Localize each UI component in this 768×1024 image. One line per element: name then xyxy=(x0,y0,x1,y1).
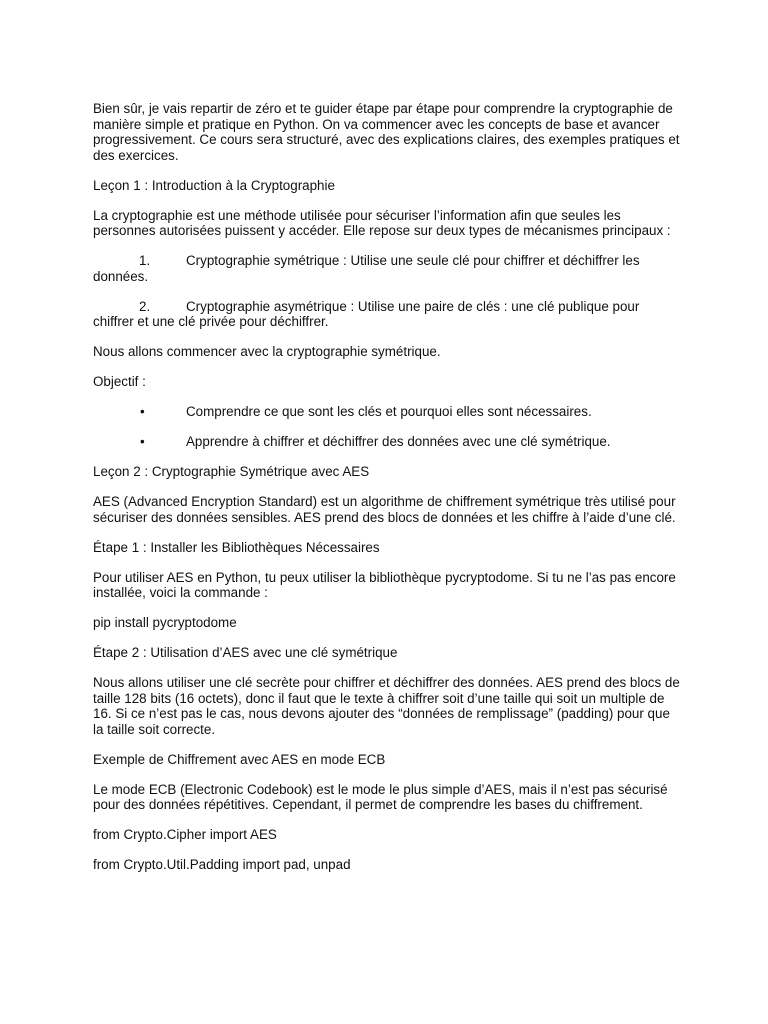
numbered-list-item xyxy=(93,253,683,284)
numbered-list-item xyxy=(93,299,683,330)
list-item-text: Cryptographie asymétrique : Utilise une paire de clés : une clé publique pour xyxy=(186,298,640,314)
list-number: 1. xyxy=(139,253,151,268)
lesson1-heading: Leçon 1 : Introduction à la Cryptographie xyxy=(93,177,335,193)
lesson2-paragraph: AES (Advanced Encryption Standard) est un algorithme de chiffrement symétrique très utilisé pour sécuriser des données sensibles. AES prend des blocs de données et les chiffre à l’aide d’une clé. xyxy=(93,494,676,525)
list-item-continuation: données. xyxy=(93,268,149,284)
install-command: pip install pycryptodome xyxy=(93,615,237,630)
step2-heading: Étape 2 : Utilisation d’AES avec une clé symétrique xyxy=(93,645,398,660)
bullet-list-item xyxy=(93,434,683,450)
bullet-item-text: Comprendre ce que sont les clés et pourquoi elles sont nécessaires. xyxy=(186,404,592,419)
bullet-icon: • xyxy=(140,434,145,449)
bullet-icon: • xyxy=(140,404,145,419)
symmetric-intro-paragraph: Nous allons commencer avec la cryptographie symétrique. xyxy=(93,344,441,359)
intro-paragraph: Bien sûr, je vais repartir de zéro et te guider étape par étape pour comprendre la cryptographie de manière simple et pratique en Python. On va commencer avec les concepts de base et avancer progressivement. Ce cours sera structuré, avec des explications claires, des exemples pratiques et des exercices. xyxy=(93,101,680,163)
lesson2-heading: Leçon 2 : Cryptographie Symétrique avec AES xyxy=(93,464,370,479)
bullet-list-item xyxy=(93,404,683,420)
code-line-import-padding: from Crypto.Util.Padding import pad, unpad xyxy=(93,857,351,872)
bullet-item-text: Apprendre à chiffrer et déchiffrer des données avec une clé symétrique. xyxy=(186,434,611,449)
step1-heading: Étape 1 : Installer les Bibliothèques Nécessaires xyxy=(93,539,380,555)
list-number: 2. xyxy=(139,298,151,314)
step1-paragraph: Pour utiliser AES en Python, tu peux utiliser la bibliothèque pycryptodome. Si tu ne l’as pas encore installée, voici la commande : xyxy=(93,569,676,600)
example-heading: Exemple de Chiffrement avec AES en mode ECB xyxy=(93,751,386,767)
step2-paragraph: Nous allons utiliser une clé secrète pour chiffrer et déchiffrer des données. AES prend des blocs de taille 128 bits (16 octets), donc il faut que le texte à chiffrer soit d’une taille qui soit un multiple de 16. Si ce n’est pas le cas, nous devons ajouter des “données de remplissage” (padding) pour que la taille soit correcte. xyxy=(93,675,680,737)
lesson1-paragraph: La cryptographie est une méthode utilisée pour sécuriser l’information afin que seules les personnes autorisées puissent y accéder. Elle repose sur deux types de mécanismes principaux : xyxy=(93,207,671,238)
document-body xyxy=(93,101,683,887)
ecb-paragraph: Le mode ECB (Electronic Codebook) est le mode le plus simple d’AES, mais il n’est pas sécurisé pour des données répétitives. Cependant, il permet de comprendre les bases du chiffrement. xyxy=(93,781,668,812)
code-line-import-aes: from Crypto.Cipher import AES xyxy=(93,827,277,842)
list-item-text: Cryptographie symétrique : Utilise une seule clé pour chiffrer et déchiffrer les xyxy=(186,253,640,268)
objective-heading: Objectif : xyxy=(93,374,146,389)
list-item-continuation: chiffrer et une clé privée pour déchiffrer. xyxy=(93,314,329,329)
